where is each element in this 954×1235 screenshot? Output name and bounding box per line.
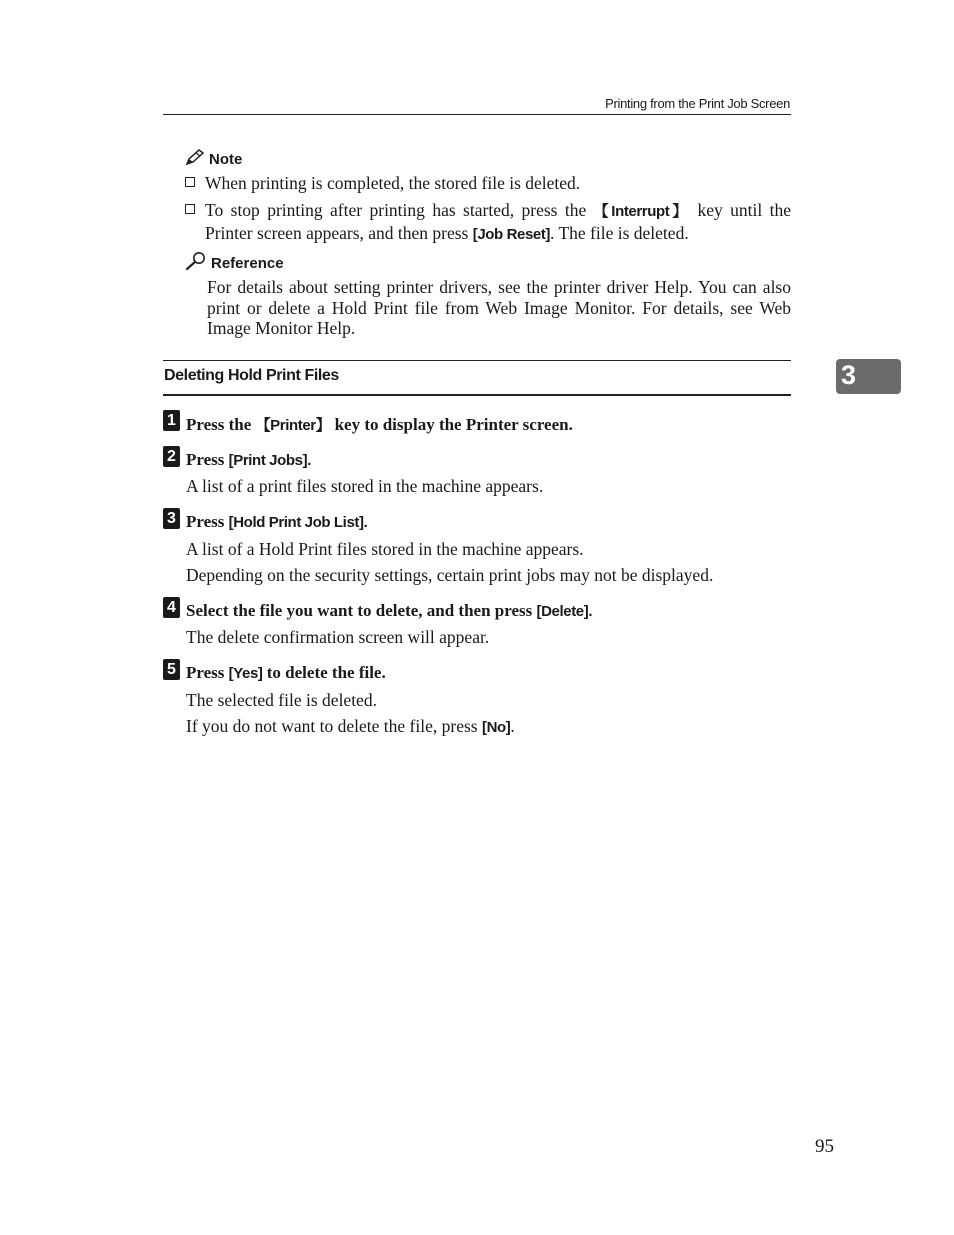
note-heading	[185, 149, 242, 169]
step-2-body-1: A list of a print files stored in the machine appears.	[186, 476, 544, 496]
reference-heading-label: Reference	[211, 255, 284, 272]
note-item-2	[185, 200, 791, 245]
step-5-number: 5	[163, 659, 180, 680]
step-2-number: 2	[163, 446, 180, 467]
step-3-body-2: Depending on the security settings, certain print jobs may not be displayed.	[186, 565, 714, 585]
step-5-title: Press [Yes] to delete the file.	[186, 663, 386, 682]
step-1-title: Press the 【Printer】 key to display the Printer screen.	[186, 415, 573, 434]
page-number: 95	[815, 1136, 834, 1157]
step-5-body-2: If you do not want to delete the file, press [No].	[186, 716, 515, 736]
step-3-number: 3	[163, 508, 180, 529]
job-reset-button-label: [Job Reset]	[472, 225, 551, 243]
note-item-1-text: When printing is completed, the stored file is deleted.	[205, 173, 581, 193]
delete-button-label: [Delete]	[536, 603, 589, 620]
step-1-number: 1	[163, 410, 180, 431]
magnifier-icon	[185, 251, 207, 271]
step-4-number: 4	[163, 597, 180, 618]
section-top-rule	[163, 360, 791, 361]
header-rule	[163, 114, 791, 115]
step-4-title: Select the file you want to delete, and then press [Delete].	[186, 601, 593, 620]
section-title: Deleting Hold Print Files	[164, 367, 339, 384]
yes-button-label: [Yes]	[228, 665, 263, 682]
reference-text: For details about setting printer drivers, see the printer driver Help. You can also print or delete a Hold Print file from Web Image Monitor. For details, see Web Image Monitor Help.	[207, 277, 791, 338]
step-2-title: Press [Print Jobs].	[186, 450, 311, 469]
note-item-1	[185, 173, 791, 194]
step-5-body-1: The selected file is deleted.	[186, 690, 377, 710]
running-header: Printing from the Print Job Screen	[605, 96, 790, 111]
note-item-2-text: To stop printing after printing has started, press the 【Interrupt】 key until the Printer screen appears, and then press [Job Reset]. The file is deleted.	[205, 200, 792, 243]
checkbox-bullet-icon	[185, 177, 195, 187]
printer-key-label: 【Printer】	[255, 417, 331, 434]
step-3-body-1: A list of a Hold Print files stored in the machine appears.	[186, 539, 584, 559]
step-4-body-1: The delete confirmation screen will appear.	[186, 627, 490, 647]
chapter-tab: 3	[836, 359, 901, 394]
checkbox-bullet-icon	[185, 204, 195, 214]
note-heading-label: Note	[209, 151, 243, 168]
pencil-icon	[185, 149, 205, 166]
interrupt-key-label: 【Interrupt】	[593, 203, 691, 220]
no-button-label: [No]	[481, 719, 511, 736]
hold-print-job-list-button-label: [Hold Print Job List]	[228, 514, 364, 531]
reference-heading	[185, 251, 284, 273]
section-bottom-rule	[163, 394, 791, 396]
step-3-title: Press [Hold Print Job List].	[186, 512, 368, 531]
print-jobs-button-label: [Print Jobs]	[228, 452, 308, 469]
